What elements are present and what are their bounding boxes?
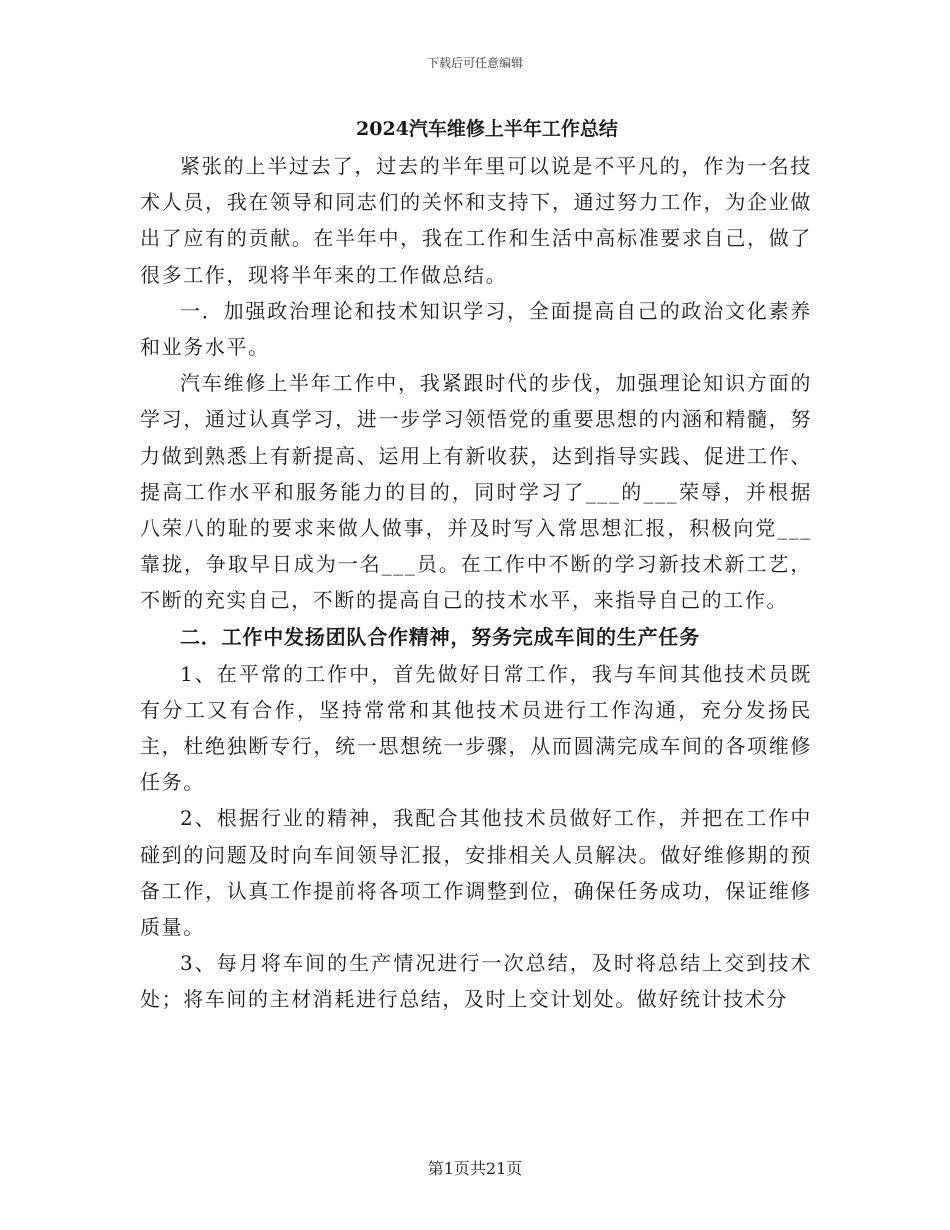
section-heading-1: 一．加强政治理论和技术知识学习，全面提高自己的政治文化素养和业务水平。 <box>140 298 812 360</box>
paragraph-intro: 紧张的上半过去了，过去的半年里可以说是不平凡的，作为一名技术人员，我在领导和同志们的关怀和支持下，通过努力工作，为企业做出了应有的贡献。在半年中，我在工作和生活中高标准要求自己，做了很多工作，现将半年来的工作做总结。 <box>140 154 812 287</box>
page-number-footer: 第1页共21页 <box>427 1159 523 1178</box>
section-heading-2: 二．工作中发扬团队合作精神，努务完成车间的生产任务 <box>180 624 700 649</box>
header-note: 下载后可任意编辑 <box>426 56 523 70</box>
paragraph-study: 汽车维修上半年工作中，我紧跟时代的步伐，加强理论知识方面的学习，通过认真学习，进一步学习领悟党的重要思想的内涵和精髓，努力做到熟悉上有新提高、运用上有新收获，达到指导实践、促进工作、提高工作水平和服务能力的目的，同时学习了___的___荣辱，并根据八荣八的耻的要求来做人做事，并及时写入常思想汇报，积极向党___靠拢，争取早日成为一名___员。在工作中不断的学习新技术新工艺，不断的充实自己，不断的提高自己的技术水平，来指导自己的工作。 <box>140 371 812 613</box>
paragraph-item-2: 2、根据行业的精神，我配合其他技术员做好工作，并把在工作中碰到的问题及时向车间领导汇报，安排相关人员解决。做好维修期的预备工作，认真工作提前将各项工作调整到位，确保任务成功，保证维修质量。 <box>140 806 812 940</box>
document-title: 2024汽车维修上半年工作总结 <box>356 118 618 140</box>
paragraph-item-3: 3、每月将车间的生产情况进行一次总结，及时将总结上交到技术处；将车间的主材消耗进行总结，及时上交计划处。做好统计技术分 <box>140 951 812 1012</box>
document-body <box>140 112 812 1018</box>
paragraph-item-1: 1、在平常的工作中，首先做好日常工作，我与车间其他技术员既有分工又有合作，坚持常常和其他技术员进行工作沟通，充分发扬民主，杜绝独断专行，统一思想统一步骤，从而圆满完成车间的各项维修任务。 <box>140 661 812 795</box>
